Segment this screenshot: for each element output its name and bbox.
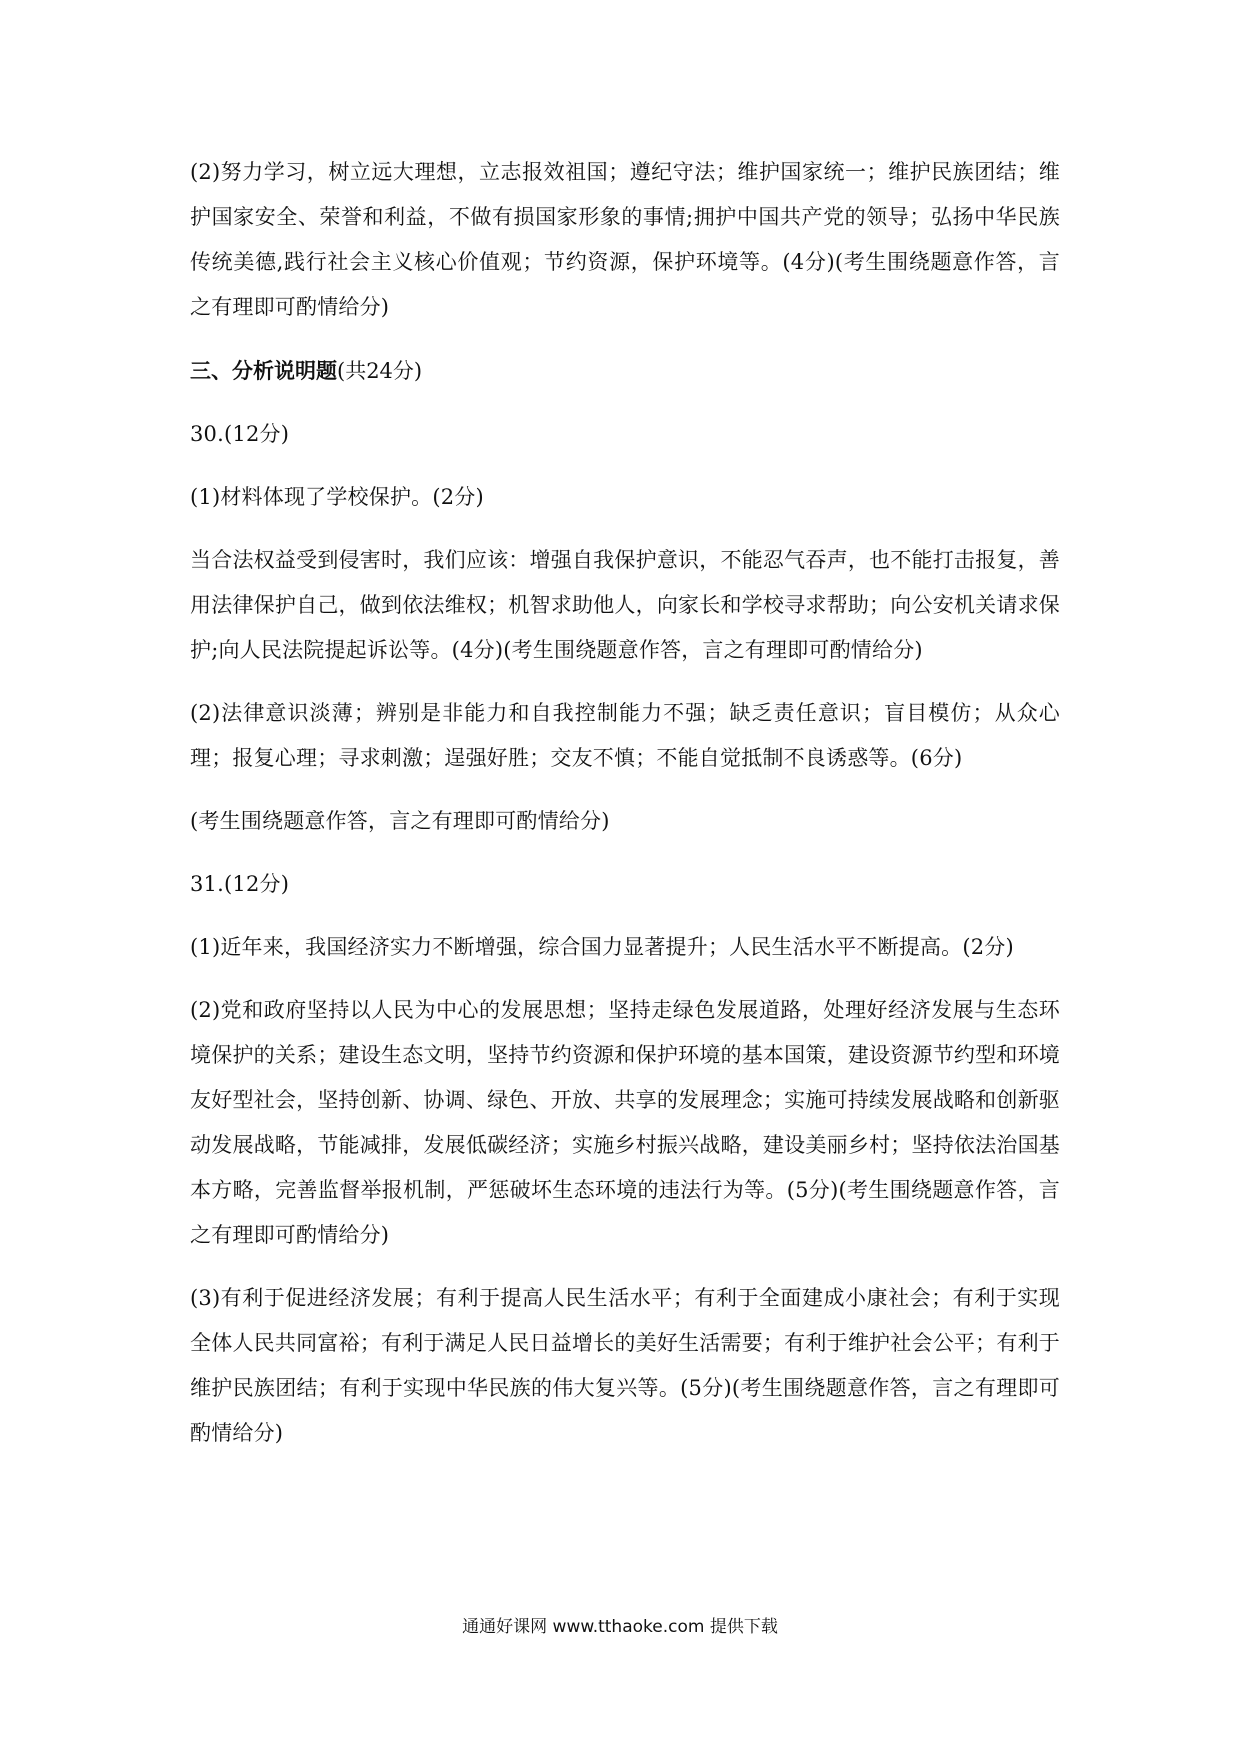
q31-part2-answer: (2)党和政府坚持以人民为中心的发展思想；坚持走绿色发展道路，处理好经济发展与生态环境保护的关系；建设生态文明，坚持节约资源和保护环境的基本国策，建设资源节约型和环境友好型社会，坚持创新、协调、绿色、开放、共享的发展理念；实施可持续发展战略和创新驱动发展战略，节能减排，发展低碳经济；实施乡村振兴战略，建设美丽乡村；坚持依法治国基本方略，完善监督举报机制，严惩破坏生态环境的违法行为等。(5分)(考生围绕题意作答，言之有理即可酌情给分)	[190, 998, 1060, 1247]
q30-part1-answer: (1)材料体现了学校保护。(2分)	[190, 485, 484, 509]
q30-part1-detail: 当合法权益受到侵害时，我们应该：增强自我保护意识，不能忍气吞声，也不能打击报复，善用法律保护自己，做到依法维权；机智求助他人，向家长和学校寻求帮助；向公安机关请求保护;向人民法院提起诉讼等。(4分)(考生围绕题意作答，言之有理即可酌情给分)	[190, 548, 1060, 662]
q30-part2-answer: (2)法律意识淡薄；辨别是非能力和自我控制能力不强；缺乏责任意识；盲目模仿；从众心理；报复心理；寻求刺激；逞强好胜；交友不慎；不能自觉抵制不良诱惑等。(6分)	[190, 701, 1060, 770]
answer-content	[190, 150, 1060, 1456]
q30-part2-note: (考生围绕题意作答，言之有理即可酌情给分)	[190, 809, 610, 833]
section3-heading	[190, 348, 1060, 394]
q29-part2-answer: (2)努力学习，树立远大理想，立志报效祖国；遵纪守法；维护国家统一；维护民族团结；维护国家安全、荣誉和利益，不做有损国家形象的事情;拥护中国共产党的领导；弘扬中华民族传统美德,践行社会主义核心价值观；节约资源，保护环境等。(4分)(考生围绕题意作答，言之有理即可酌情给分)	[190, 160, 1060, 319]
q31-header: 31.(12分)	[190, 872, 290, 896]
q30-header: 30.(12分)	[190, 422, 290, 446]
footer-source-text: 通通好课网 www.tthaoke.com 提供下载	[462, 1617, 778, 1637]
section3-score: (共24分)	[337, 359, 423, 383]
q31-part1-answer: (1)近年来，我国经济实力不断增强，综合国力显著提升；人民生活水平不断提高。(2分)	[190, 935, 1014, 959]
section3-title: 三、分析说明题	[190, 358, 337, 383]
q31-part3-answer: (3)有利于促进经济发展；有利于提高人民生活水平；有利于全面建成小康社会；有利于实现全体人民共同富裕；有利于满足人民日益增长的美好生活需要；有利于维护社会公平；有利于维护民族团结；有利于实现中华民族的伟大复兴等。(5分)(考生围绕题意作答，言之有理即可酌情给分)	[190, 1286, 1060, 1445]
